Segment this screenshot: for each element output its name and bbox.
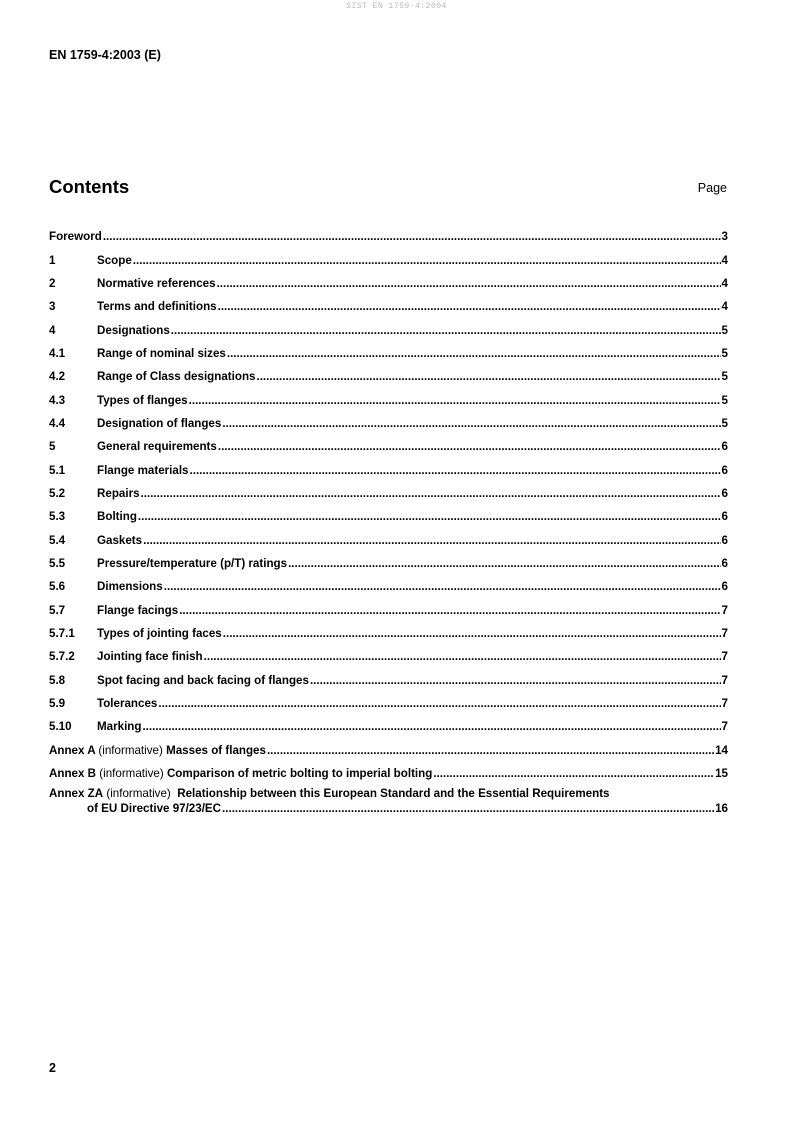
toc-entry-page: 6 <box>721 556 728 570</box>
dot-leader <box>218 300 721 313</box>
dot-leader <box>189 394 721 407</box>
annex-title: Comparison of metric bolting to imperial bolting <box>166 767 433 781</box>
dot-leader <box>204 650 721 663</box>
toc-entry-number: 5.7 <box>49 603 66 617</box>
toc-entry[interactable] <box>49 318 728 341</box>
toc-entry[interactable] <box>49 342 728 365</box>
toc-entry-title: Scope <box>97 253 132 267</box>
toc-entry[interactable] <box>49 365 728 388</box>
toc-entry-page: 4 <box>721 276 728 290</box>
annex-type: (informative) <box>99 767 164 781</box>
toc-entry-number: 5.7.2 <box>49 650 75 664</box>
toc-entry-page: 6 <box>721 580 728 594</box>
page-column-label: Page <box>697 181 727 195</box>
document-id: EN 1759-4:2003 (E) <box>49 48 161 62</box>
dot-leader <box>190 464 721 477</box>
toc-entry[interactable] <box>49 482 728 505</box>
toc-entry-number: 4.2 <box>49 370 66 384</box>
dot-leader <box>267 744 714 757</box>
dot-leader <box>310 674 721 687</box>
toc-entry-number: 5.10 <box>49 720 72 734</box>
toc-entry-title: Bolting <box>97 510 137 524</box>
toc-entry-number: 4 <box>49 323 56 337</box>
toc-entry-page: 6 <box>721 463 728 477</box>
dot-leader <box>222 802 714 815</box>
toc-entry-number: 5.1 <box>49 463 66 477</box>
toc-entry-number: 3 <box>49 300 56 314</box>
toc-entry-number: 5.2 <box>49 486 66 500</box>
toc-entry-number: 5.9 <box>49 697 66 711</box>
dot-leader <box>179 604 720 617</box>
toc-entry-title: Foreword <box>49 230 102 244</box>
toc-entry-page: 6 <box>721 486 728 500</box>
toc-entry[interactable] <box>49 412 728 435</box>
toc-entry-page: 5 <box>721 416 728 430</box>
dot-leader <box>171 324 721 337</box>
annex-title-continuation <box>49 801 728 816</box>
dot-leader <box>103 230 721 243</box>
toc-entry-number: 4.3 <box>49 393 66 407</box>
toc-entry-number: 4.1 <box>49 346 66 360</box>
annex-heading <box>49 767 432 780</box>
toc-entry-page: 7 <box>721 650 728 664</box>
toc-entry-number: 5.8 <box>49 673 66 687</box>
toc-entry-title: Types of jointing faces <box>97 627 222 641</box>
toc-entry-page: 15 <box>715 767 728 781</box>
annex-title-cont: of EU Directive 97/23/EC <box>87 802 222 816</box>
annex-title: Relationship between this European Standard and the Essential Requirements <box>177 787 610 801</box>
dot-leader <box>227 347 721 360</box>
watermark: SIST EN 1759-4:2004 <box>346 2 447 11</box>
toc-entry-title: Flange materials <box>97 463 189 477</box>
toc-entry-page: 5 <box>721 323 728 337</box>
toc-entry-title: Range of nominal sizes <box>97 346 226 360</box>
toc-entry-page: 4 <box>721 253 728 267</box>
toc-entry-page: 16 <box>715 802 728 816</box>
toc-entry-title: Types of flanges <box>97 393 188 407</box>
dot-leader <box>133 254 721 267</box>
toc-entry-page: 6 <box>721 533 728 547</box>
toc-entry-number: 4.4 <box>49 416 66 430</box>
annex-title: Masses of flanges <box>166 743 266 757</box>
toc-entry-title: Tolerances <box>97 697 158 711</box>
toc-entry-title: Jointing face finish <box>97 650 203 664</box>
toc-entry[interactable] <box>49 248 728 271</box>
toc-entry-foreword[interactable] <box>49 225 728 248</box>
toc-entry-title: Designation of flanges <box>97 416 222 430</box>
toc-entry[interactable] <box>49 552 728 575</box>
toc-entry-number: 5 <box>49 440 56 454</box>
annex-heading <box>49 744 266 757</box>
annex-label: Annex A <box>49 743 96 757</box>
toc-entry[interactable] <box>49 388 728 411</box>
toc-entry[interactable] <box>49 295 728 318</box>
toc-entry-title: Range of Class designations <box>97 370 256 384</box>
toc-entry[interactable] <box>49 622 728 645</box>
toc-entry-page: 5 <box>721 370 728 384</box>
dot-leader <box>217 277 721 290</box>
toc-entry-title: Repairs <box>97 486 140 500</box>
toc-annex-za[interactable] <box>49 786 728 816</box>
toc-entry-number: 5.4 <box>49 533 66 547</box>
toc-entry-page: 3 <box>721 230 728 244</box>
toc-entry[interactable] <box>49 272 728 295</box>
contents-heading: Contents <box>49 176 130 197</box>
dot-leader <box>223 627 721 640</box>
toc-entry-title: Terms and definitions <box>97 300 217 314</box>
toc-entry-number: 5.5 <box>49 556 66 570</box>
dot-leader <box>158 697 720 710</box>
toc-entry-title: Gaskets <box>97 533 143 547</box>
toc-entry[interactable] <box>49 645 728 668</box>
toc-entry-title: Flange facings <box>97 603 179 617</box>
dot-leader <box>218 440 721 453</box>
toc-entry[interactable] <box>49 458 728 481</box>
toc-entry-page: 6 <box>721 440 728 454</box>
dot-leader <box>141 487 721 500</box>
toc-entry-page: 4 <box>721 300 728 314</box>
toc-entry-page: 7 <box>721 697 728 711</box>
dot-leader <box>164 580 721 593</box>
toc-entry[interactable] <box>49 435 728 458</box>
toc-entry-number: 5.3 <box>49 510 66 524</box>
toc-entry-title: Dimensions <box>97 580 163 594</box>
annex-label: Annex ZA <box>49 787 104 801</box>
toc-entry-page: 14 <box>715 743 728 757</box>
toc-entry-page: 5 <box>721 346 728 360</box>
toc-entry-title: Designations <box>97 323 170 337</box>
annex-type: (informative) <box>106 787 171 801</box>
annex-heading <box>49 786 728 801</box>
toc-entry-number: 1 <box>49 253 56 267</box>
toc-entry[interactable] <box>49 575 728 598</box>
toc-entry[interactable] <box>49 715 728 738</box>
dot-leader <box>288 557 720 570</box>
toc-entry[interactable] <box>49 528 728 551</box>
toc-entry[interactable] <box>49 505 728 528</box>
toc-entry-page: 7 <box>721 627 728 641</box>
dot-leader <box>222 417 720 430</box>
toc-annex-b[interactable] <box>49 762 728 785</box>
annex-type: (informative) <box>98 743 163 757</box>
toc-entry-title: Marking <box>97 720 142 734</box>
toc-entry-page: 7 <box>721 603 728 617</box>
toc-annex-a[interactable] <box>49 739 728 762</box>
toc-entry-number: 5.7.1 <box>49 627 75 641</box>
dot-leader <box>433 767 714 780</box>
dot-leader <box>143 534 720 547</box>
toc-entry-number: 5.6 <box>49 580 66 594</box>
table-of-contents <box>49 225 728 816</box>
toc-entry-number: 2 <box>49 276 56 290</box>
toc-entry-page: 6 <box>721 510 728 524</box>
dot-leader <box>138 510 721 523</box>
toc-entry-title: Spot facing and back facing of flanges <box>97 673 309 687</box>
toc-entry-title: Normative references <box>97 276 216 290</box>
page-number: 2 <box>49 1061 56 1075</box>
annex-label: Annex B <box>49 767 97 781</box>
toc-entry-page: 7 <box>721 720 728 734</box>
dot-leader <box>256 370 720 383</box>
toc-entry[interactable] <box>49 599 728 622</box>
toc-entry-page: 7 <box>721 673 728 687</box>
dot-leader <box>142 720 720 733</box>
toc-entry-title: Pressure/temperature (p/T) ratings <box>97 556 288 570</box>
toc-entry-page: 5 <box>721 393 728 407</box>
toc-entry-title: General requirements <box>97 440 217 454</box>
toc-entry[interactable] <box>49 692 728 715</box>
toc-entry[interactable] <box>49 669 728 692</box>
